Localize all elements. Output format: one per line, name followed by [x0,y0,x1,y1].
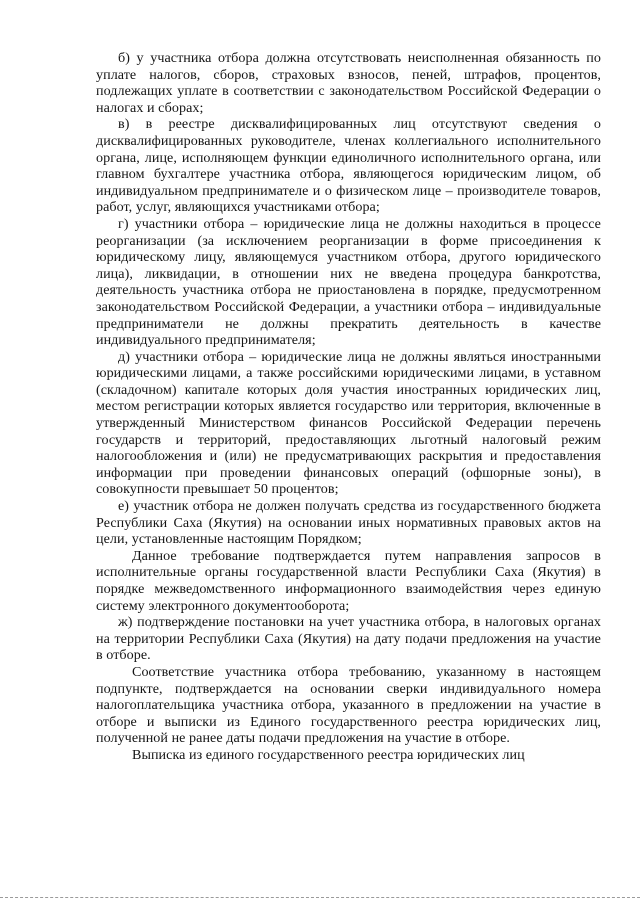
paragraph-e: е) участник отбора не должен получать средства из государственного бюджета Республики Саха (Якутия) на основании иных нормативных правовых актов на цели, установленные настоящим Порядком; [96,498,601,548]
paragraph-v: в) в реестре дисквалифицированных лиц отсутствуют сведения о дисквалифицированных руководителе, членах коллегиального исполнительного органа, лице, исполняющем функции единоличного исполнительного органа, или главном бухгалтере участника отбора, являющегося юридическим лицом, об индивидуальном предпринимателе и о физическом лице – производителе товаров, работ, услуг, являющихся участниками отбора; [96,116,601,216]
document-page [96,50,601,764]
paragraph-extract: Выписка из единого государственного реестра юридических лиц [132,746,525,763]
paragraph-zh: ж) подтверждение постановки на учет участника отбора, в налоговых органах на территории Республики Саха (Якутия) на дату подачи предложения на участие в отборе. [96,614,601,664]
page-bottom-divider [0,897,640,898]
paragraph-g: г) участники отбора – юридические лица не должны находиться в процессе реорганизации (за исключением реорганизации в форме присоединения к юридическому лицу, являющемуся участником отбора, другого юридического лица), ликвидации, в отношении них не введена процедура банкротства, деятельность участника отбора не приостановлена в порядке, предусмотренном законодательством Российской Федерации, а участники отбора – индивидуальные предприниматели не должны прекратить деятельность в качестве индивидуального предпринимателя; [96,215,601,349]
paragraph-d: д) участники отбора – юридические лица не должны являться иностранными юридическими лицами, а также российскими юридическими лицами, в уставном (складочном) капитале которых доля участия иностранных юридических лиц, местом регистрации которых является государство или территория, включенные в утвержденный Министерством финансов Российской Федерации перечень государств и территорий, предоставляющих льготный налоговый режим налогообложения и (или) не предусматривающих раскрытия и предоставления информации при проведении финансовых операций (офшорные зоны), в совокупности превышает 50 процентов; [96,348,601,498]
paragraph-requirement-confirmation: Данное требование подтверждается путем направления запросов в исполнительные органы государственной власти Республики Саха (Якутия) в порядке межведомственного информационного взаимодействия через единую систему электронного документооборота; [96,547,601,614]
paragraph-compliance: Соответствие участника отбора требованию, указанному в настоящем подпункте, подтверждается на основании сверки индивидуального номера налогоплательщика участника отбора, указанного в предложении на участие в отборе и выписки из Единого государственного реестра юридических лиц, полученной не ранее даты подачи предложения на участие в отборе. [96,663,601,747]
paragraph-b: б) у участника отбора должна отсутствовать неисполненная обязанность по уплате налогов, сборов, страховых взносов, пеней, штрафов, процентов, подлежащих уплате в соответствии с законодательством Российской Федерации о налогах и сборах; [96,50,601,116]
